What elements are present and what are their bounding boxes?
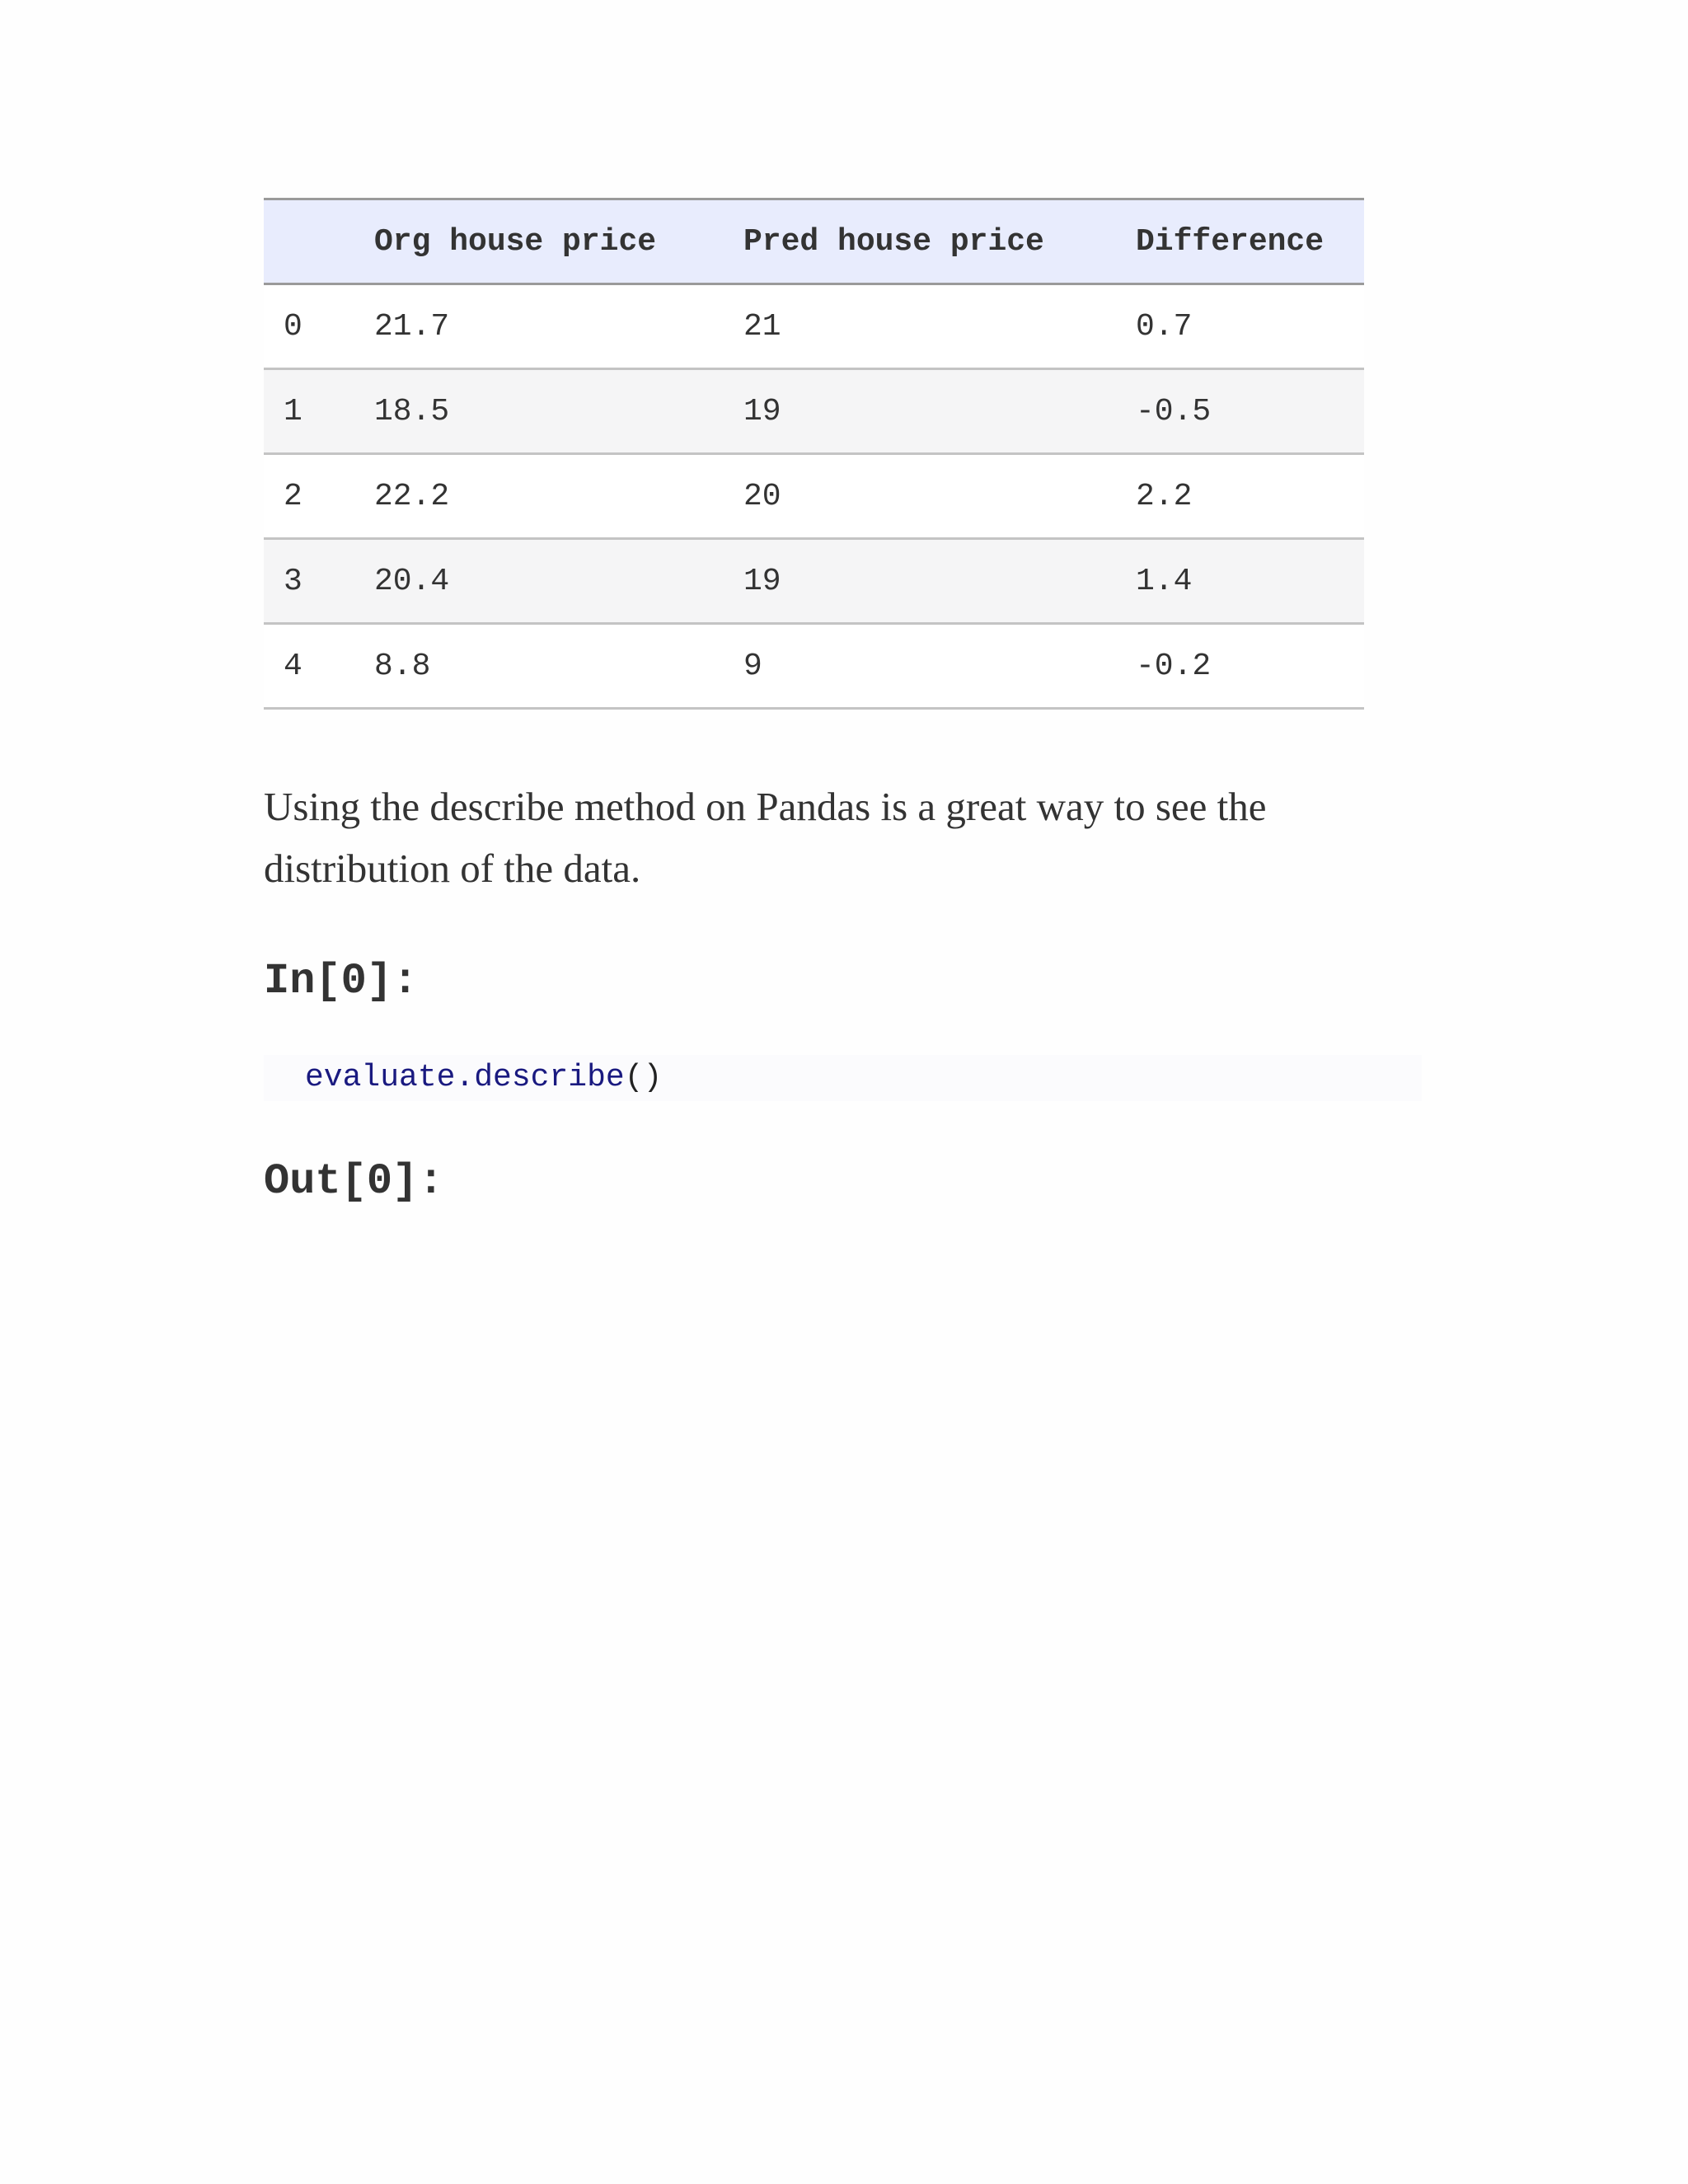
table-row xyxy=(264,369,1364,454)
code-object-name: evaluate xyxy=(305,1060,456,1095)
table-row xyxy=(264,284,1364,369)
difference-cell: -0.2 xyxy=(1136,648,1212,684)
pred-house-price-cell: 21 xyxy=(743,308,781,344)
org-house-price-cell: 8.8 xyxy=(374,648,431,684)
org-house-price-cell: 22.2 xyxy=(374,478,450,514)
table-header xyxy=(264,199,1364,284)
table-body xyxy=(264,284,1364,709)
row-index: 3 xyxy=(284,563,302,599)
difference-header: Difference xyxy=(1136,223,1325,260)
input-prompt: In[0]: xyxy=(264,957,419,1005)
org-house-price-cell: 18.5 xyxy=(374,393,450,429)
row-index: 2 xyxy=(284,478,302,514)
description-paragraph: Using the describe method on Pandas is a great way to see the distribution of the data. xyxy=(264,784,1267,891)
code-cell[interactable] xyxy=(264,1055,1422,1101)
org-house-price-cell: 21.7 xyxy=(374,308,450,344)
output-prompt: Out[0]: xyxy=(264,1157,444,1206)
pred-house-price-cell: 19 xyxy=(743,563,781,599)
pred-house-price-cell: 9 xyxy=(743,648,762,684)
table-header-row xyxy=(264,199,1364,284)
code-method-name: describe xyxy=(474,1060,625,1095)
code-parens: () xyxy=(624,1060,663,1095)
row-index: 1 xyxy=(284,393,302,429)
difference-cell: 1.4 xyxy=(1136,563,1193,599)
code-dot: . xyxy=(455,1060,475,1095)
notebook-page xyxy=(264,198,1418,1206)
row-index: 0 xyxy=(284,308,302,344)
table-row xyxy=(264,454,1364,539)
table-row xyxy=(264,624,1364,709)
difference-cell: 2.2 xyxy=(1136,478,1193,514)
difference-cell: 0.7 xyxy=(1136,308,1193,344)
pred-house-price-cell: 19 xyxy=(743,393,781,429)
dataframe-table xyxy=(264,198,1364,710)
index-header xyxy=(264,199,374,284)
table-row xyxy=(264,539,1364,624)
pred-house-price-header: Pred house price xyxy=(743,223,1044,260)
org-house-price-header: Org house price xyxy=(374,223,657,260)
pred-house-price-cell: 20 xyxy=(743,478,781,514)
row-index: 4 xyxy=(284,648,302,684)
difference-cell: -0.5 xyxy=(1136,393,1212,429)
org-house-price-cell: 20.4 xyxy=(374,563,450,599)
